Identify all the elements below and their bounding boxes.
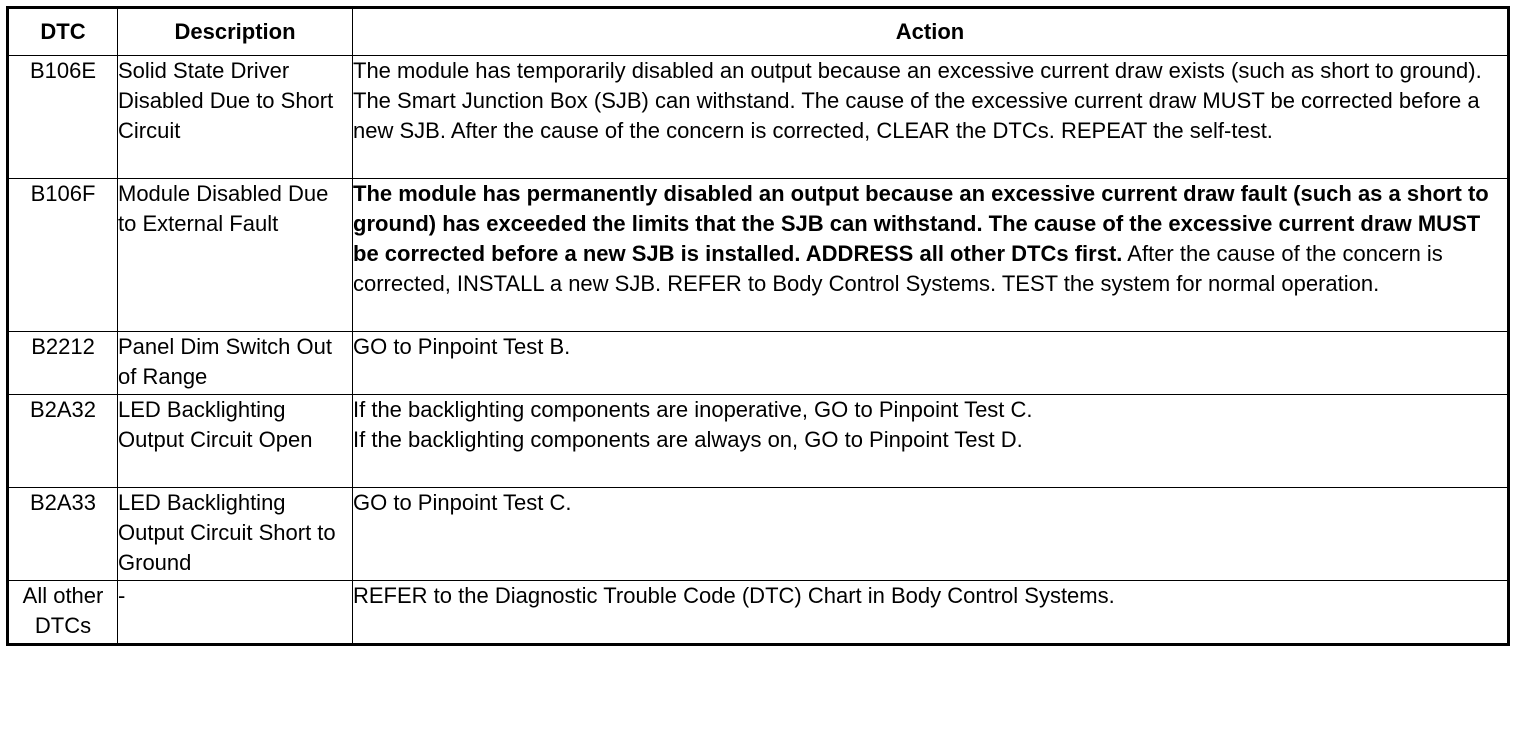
dtc-action: [353, 179, 1509, 332]
table-row: [8, 581, 1509, 645]
dtc-description: Solid State Driver Disabled Due to Short Circuit: [118, 56, 353, 179]
dtc-code: B106E: [8, 56, 118, 179]
action-text: The module has temporarily disabled an output because an excessive current draw exists (such as short to ground). The Smart Junction Box (SJB) can withstand. The cause of the excessive current draw MUST be corrected before a new SJB. After the cause of the concern is corrected, CLEAR the DTCs. REPEAT the self-test.: [353, 58, 1482, 143]
dtc-description: LED Backlighting Output Circuit Open: [118, 395, 353, 488]
dtc-action: [353, 56, 1509, 179]
dtc-code: All other DTCs: [8, 581, 118, 645]
dtc-code: B106F: [8, 179, 118, 332]
table-row: [8, 179, 1509, 332]
dtc-action: [353, 395, 1509, 488]
header-description: Description: [118, 8, 353, 56]
action-text-line: If the backlighting components are inoperative, GO to Pinpoint Test C.: [353, 397, 1033, 422]
dtc-code: B2A33: [8, 488, 118, 581]
table-row: [8, 488, 1509, 581]
dtc-action: [353, 581, 1509, 645]
dtc-description: LED Backlighting Output Circuit Short to Ground: [118, 488, 353, 581]
table-row: [8, 395, 1509, 488]
action-text: After the cause of the concern is corrected, INSTALL a new SJB. REFER to Body Control Systems. TEST the system for normal operation.: [353, 241, 1443, 296]
action-text: REFER to the Diagnostic Trouble Code (DTC) Chart in Body Control Systems.: [353, 583, 1115, 608]
table-row: [8, 56, 1509, 179]
dtc-description: -: [118, 581, 353, 645]
header-dtc: DTC: [8, 8, 118, 56]
dtc-table: [6, 6, 1510, 646]
dtc-code: B2212: [8, 332, 118, 395]
action-text-line: If the backlighting components are always on, GO to Pinpoint Test D.: [353, 427, 1023, 452]
table-header-row: [8, 8, 1509, 56]
dtc-code: B2A32: [8, 395, 118, 488]
dtc-action: [353, 488, 1509, 581]
table-row: [8, 332, 1509, 395]
dtc-description: Module Disabled Due to External Fault: [118, 179, 353, 332]
dtc-description: Panel Dim Switch Out of Range: [118, 332, 353, 395]
action-text-bold: The module has permanently disabled an output because an excessive current draw fault (such as a short to ground) has exceeded the limits that the SJB can withstand. The cause of the excessive current draw MUST be corrected before a new SJB is installed. ADDRESS all other DTCs first.: [353, 181, 1489, 266]
dtc-action: [353, 332, 1509, 395]
action-text: GO to Pinpoint Test B.: [353, 334, 571, 359]
header-action: Action: [353, 8, 1509, 56]
action-text: GO to Pinpoint Test C.: [353, 490, 572, 515]
